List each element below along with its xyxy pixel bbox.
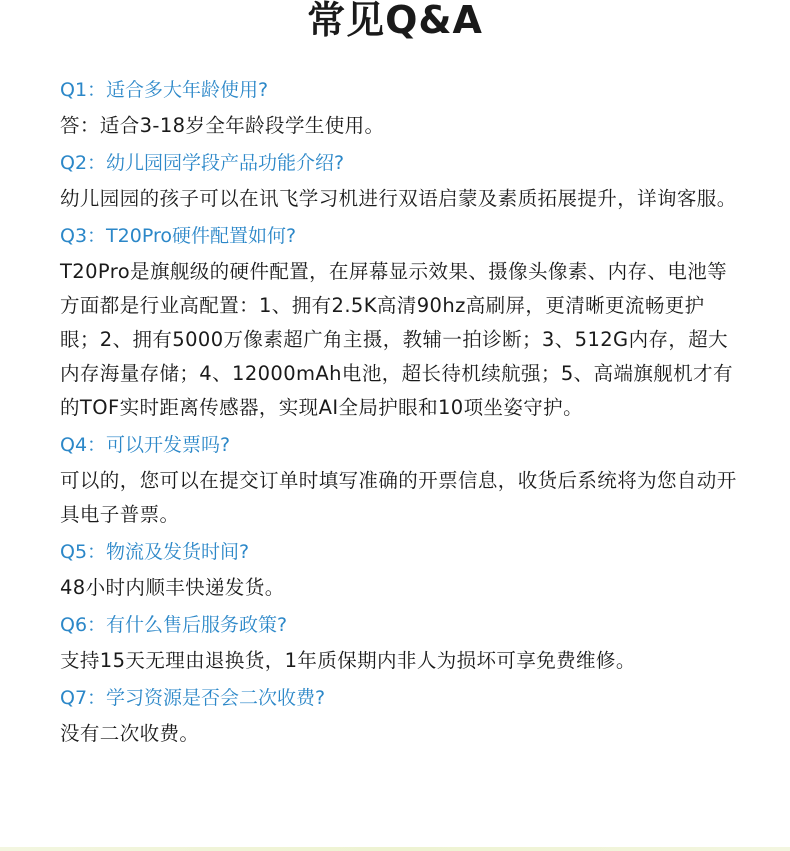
question-6: Q6：有什么售后服务政策?: [60, 614, 288, 636]
qa-item-3: [60, 218, 740, 425]
answer-1: 答：适合3-18岁全年龄段学生使用。: [60, 114, 385, 137]
page-title: 常见Q&A: [307, 0, 483, 42]
answer-2: 幼儿园园的孩子可以在讯飞学习机进行双语启蒙及素质拓展提升，详询客服。: [60, 187, 737, 210]
answer-7: 没有二次收费。: [60, 722, 200, 745]
qa-item-7: [60, 680, 740, 751]
qa-item-1: [60, 72, 740, 143]
answer-5: 48小时内顺丰快递发货。: [60, 576, 285, 599]
qa-list: [60, 72, 740, 753]
question-1: Q1：适合多大年龄使用?: [60, 79, 269, 101]
qa-item-2: [60, 145, 740, 216]
qa-item-4: [60, 427, 740, 532]
question-5: Q5：物流及发货时间?: [60, 541, 250, 563]
question-2: Q2：幼儿园园学段产品功能介绍?: [60, 152, 345, 174]
question-4: Q4：可以开发票吗?: [60, 434, 231, 456]
question-7: Q7：学习资源是否会二次收费?: [60, 687, 326, 709]
qa-item-5: [60, 534, 740, 605]
answer-3: T20Pro是旗舰级的硬件配置，在屏幕显示效果、摄像头像素、内存、电池等方面都是行业高配置：1、拥有2.5K高清90hz高刷屏，更清晰更流畅更护眼；2、拥有5000万像素超广角主摄，教辅一拍诊断；3、512G内存，超大内存海量存储；4、12000mAh电池，超长待机续航强；5、高端旗舰机才有的TOF实时距离传感器，实现AI全局护眼和10项坐姿守护。: [60, 260, 733, 419]
qa-item-6: [60, 607, 740, 678]
answer-6: 支持15天无理由退换货，1年质保期内非人为损坏可享免费维修。: [60, 649, 636, 672]
bottom-decorative-strip: [0, 847, 790, 851]
question-3: Q3：T20Pro硬件配置如何?: [60, 225, 297, 247]
answer-4: 可以的，您可以在提交订单时填写准确的开票信息，收货后系统将为您自动开具电子普票。: [60, 469, 737, 526]
